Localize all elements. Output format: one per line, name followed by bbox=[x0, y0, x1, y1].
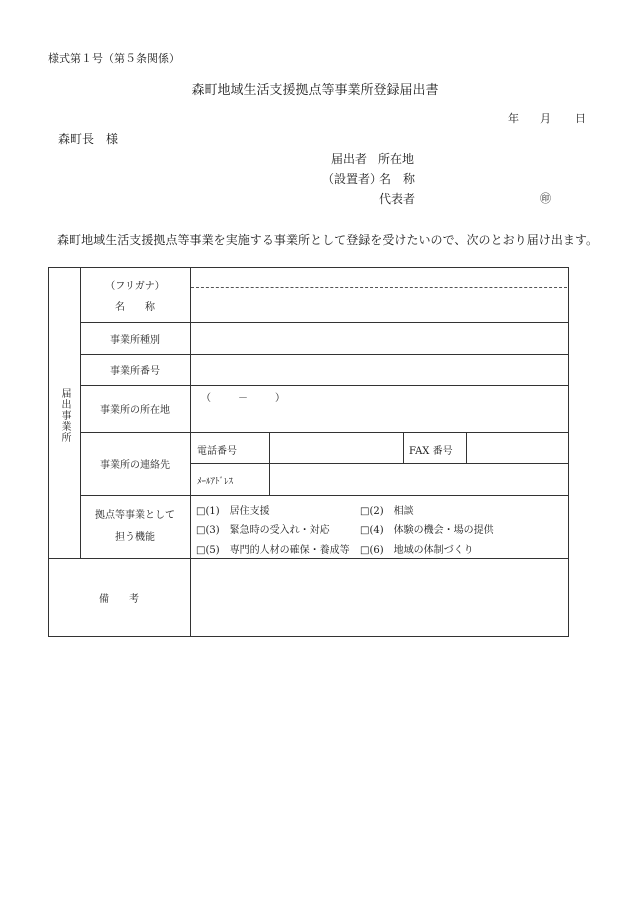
representative-label: 代表者 bbox=[379, 192, 416, 206]
function-checkbox-3[interactable]: □(3) 緊急時の受入れ・対応 bbox=[196, 525, 330, 536]
functions-label-line1: 拠点等事業として bbox=[95, 509, 175, 521]
addressee: 森町長 様 bbox=[58, 132, 119, 146]
facility-address-label: 事業所の所在地 bbox=[100, 405, 170, 416]
facility-name-field[interactable] bbox=[191, 288, 568, 322]
applicant-name-label: 名 称 bbox=[379, 172, 416, 186]
reporter-label: 届出者 bbox=[331, 152, 368, 166]
remarks-field[interactable] bbox=[191, 559, 568, 636]
postal-paren-open: （ bbox=[201, 393, 211, 404]
facility-type-field[interactable] bbox=[191, 323, 568, 354]
facility-name-label: 名 称 bbox=[115, 301, 155, 313]
function-checkbox-5[interactable]: □(5) 専門的人材の確保・養成等 bbox=[196, 545, 350, 556]
phone-field[interactable] bbox=[270, 433, 403, 463]
document-title: 森町地域生活支援拠点等事業所登録届出書 bbox=[191, 83, 439, 98]
postal-dash: － bbox=[238, 393, 248, 404]
date-day-label: 日 bbox=[575, 112, 586, 125]
postal-paren-close: ） bbox=[275, 393, 285, 404]
facility-number-label: 事業所番号 bbox=[110, 366, 160, 377]
remarks-label: 備 考 bbox=[99, 593, 139, 605]
phone-label: 電話番号 bbox=[197, 446, 237, 457]
facility-number-field[interactable] bbox=[191, 355, 568, 385]
date-month-label: 月 bbox=[540, 112, 551, 125]
furigana-field[interactable] bbox=[191, 268, 568, 287]
function-checkbox-1[interactable]: □(1) 居住支援 bbox=[196, 506, 270, 517]
function-checkbox-4[interactable]: □(4) 体験の機会・場の提供 bbox=[360, 525, 494, 536]
group-label-vertical: 届出事業所 bbox=[59, 388, 70, 443]
furigana-label: （フリガナ） bbox=[105, 280, 165, 292]
installer-label: （設置者） bbox=[322, 172, 383, 186]
date-year-label: 年 bbox=[508, 112, 519, 125]
facility-type-label: 事業所種別 bbox=[110, 334, 160, 346]
fax-label: FAX 番号 bbox=[409, 446, 453, 457]
function-checkbox-6[interactable]: □(6) 地域の体制づくり bbox=[360, 545, 474, 556]
location-label: 所在地 bbox=[378, 152, 415, 166]
seal-mark: ㊞ bbox=[540, 192, 551, 205]
function-checkbox-2[interactable]: □(2) 相談 bbox=[360, 506, 414, 517]
fax-field[interactable] bbox=[467, 433, 568, 463]
email-label: ﾒｰﾙｱﾄﾞﾚｽ bbox=[197, 477, 234, 487]
facility-contact-label: 事業所の連絡先 bbox=[100, 460, 170, 471]
form-number: 様式第１号（第５条関係） bbox=[48, 52, 180, 65]
email-field[interactable] bbox=[270, 464, 568, 495]
functions-label-line2: 担う機能 bbox=[115, 531, 155, 543]
declaration-statement: 森町地域生活支援拠点等事業を実施する事業所として登録を受けたいので、次のとおり届け出ます。 bbox=[57, 233, 599, 247]
